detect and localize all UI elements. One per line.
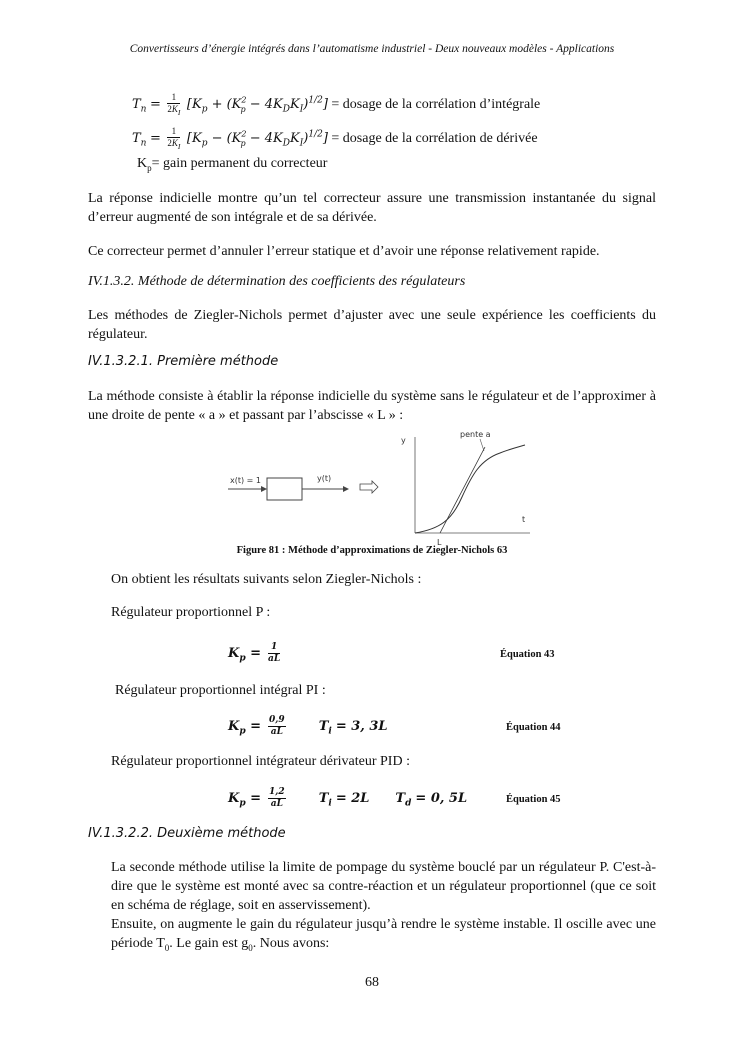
y-axis-label: y	[401, 436, 406, 445]
paragraph-first-method: La méthode consiste à établir la réponse indicielle du système sans le régulateur et de l’approximer à une droite de pente « a » et passant par l’abscisse « L » :	[88, 389, 656, 423]
equation-45-label: Équation 45	[506, 794, 561, 805]
equation-44: $K_p$ = $\frac{0,9}{aL}$ $T_i = 3$, 3L	[228, 715, 388, 737]
heading-second-method: IV.1.3.2.2. Deuxième méthode	[88, 826, 286, 841]
paragraph-corrector-benefit: Ce correcteur permet d’annuler l’erreur statique et d’avoir une réponse relativement rapide.	[88, 244, 600, 259]
tangent-line	[440, 447, 485, 533]
paragraph-ziegler-nichols: Les méthodes de Ziegler-Nichols permet d’ajuster avec une seule expérience les coefficients du régulateur.	[88, 308, 656, 342]
formula-tn-integral-desc: = dosage de la corrélation d’intégrale	[331, 97, 541, 113]
paragraph-second-method: La seconde méthode utilise la limite de pompage du système bouclé par un régulateur P. C'est-à-dire que le système est monté avec sa contre-réaction et un régulateur proportionnel (que ce soit en schéma de réglage, soit en asservissement).	[111, 860, 656, 913]
figure-caption: Figure 81 : Méthode d’approximations de Ziegler-Nichols 63	[236, 545, 508, 556]
equation-43: $K_p$ = $\frac{1}{aL}$	[228, 642, 281, 664]
formula-tn-integral: $T_n$ = $\frac{1}{2K_I}$ $[K_p + (K^2_p - 4K_DK_I)^{1/2}]$ = dosage de la corrélation d’intégrale	[132, 92, 541, 117]
heading-coefficient-methods: IV.1.3.2. Méthode de détermination des coefficients des régulateurs	[88, 274, 466, 289]
slope-label: pente a	[460, 430, 491, 439]
page-number: 68	[365, 975, 379, 990]
paragraph-pid-regulator: Régulateur proportionnel intégrateur dérivateur PID :	[111, 754, 410, 769]
figure-ziegler-nichols	[200, 425, 540, 550]
slope-pointer	[480, 439, 484, 451]
paragraph-pi-regulator: Régulateur proportionnel intégral PI :	[115, 683, 326, 698]
paragraph-oscillation: Ensuite, on augmente le gain du régulateur jusqu’à rendre le système instable. Il oscille avec une période $T_0$. Le gain est $g_0$. Nous avons:	[111, 917, 656, 953]
formula-tn-derivative: $T_n$ = $\frac{1}{2K_I}$ $[K_p - (K^2_p - 4K_DK_I)^{1/2}]$ = dosage de la corrélation de dérivée	[132, 126, 538, 151]
formula-tn-derivative-desc: = dosage de la corrélation de dérivée	[331, 131, 538, 147]
equation-43-label: Équation 43	[500, 649, 555, 660]
kp-definition: $K_p=$ gain permanent du correcteur	[137, 156, 328, 173]
heading-first-method: IV.1.3.2.1. Première méthode	[88, 354, 279, 369]
running-header: Convertisseurs d’énergie intégrés dans l’automatisme industriel - Deux nouveaux modèles - Applications	[129, 43, 615, 55]
input-label: x(t) = 1	[230, 476, 261, 485]
paragraph-p-regulator: Régulateur proportionnel P :	[111, 605, 271, 620]
step-response-curve	[415, 445, 525, 533]
t-axis-label: t	[522, 515, 526, 524]
paragraph-results: On obtient les résultats suivants selon Ziegler-Nichols :	[111, 572, 422, 587]
l-label: L	[437, 538, 442, 547]
output-label: y(t)	[317, 474, 332, 483]
system-block	[267, 478, 302, 500]
equation-45: $K_p$ = $\frac{1,2}{aL}$ $T_i = 2L$ $T_d = 0$, 5L	[228, 787, 468, 809]
implication-arrow-icon	[360, 481, 378, 493]
paragraph-indicial-response: La réponse indicielle montre qu’un tel correcteur assure une transmission instantanée du signal d’erreur augmenté de son intégrale et de sa dérivée.	[88, 191, 656, 225]
equation-44-label: Équation 44	[506, 722, 561, 733]
